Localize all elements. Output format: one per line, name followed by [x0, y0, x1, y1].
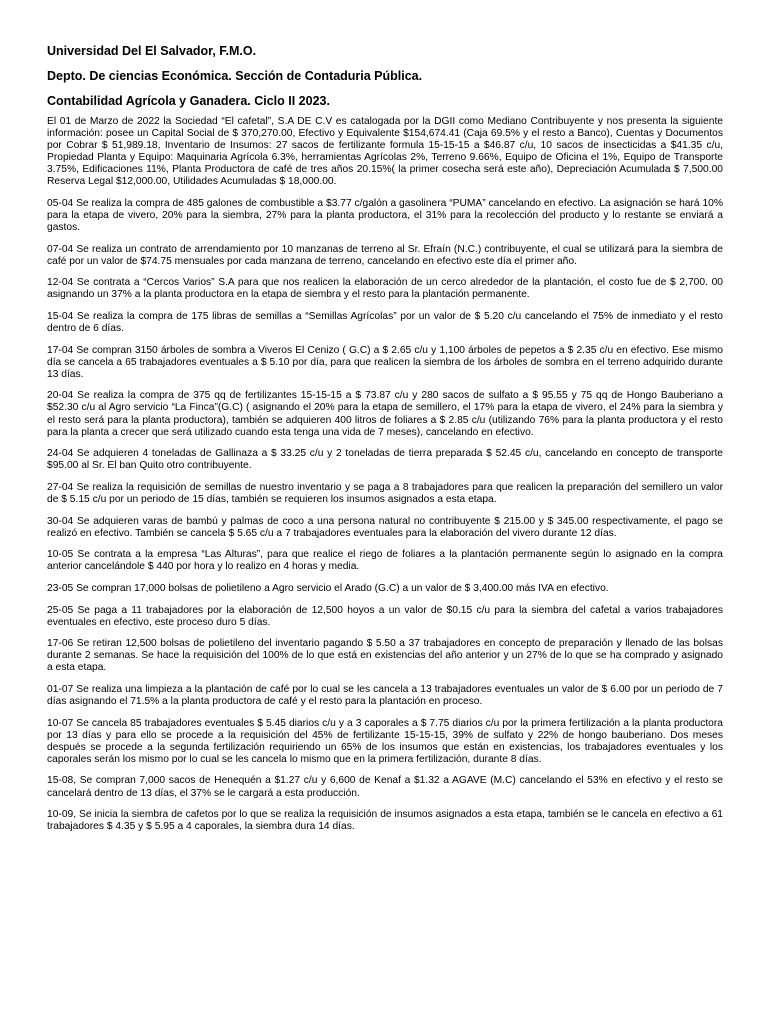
transaction-paragraph: 27-04 Se realiza la requisición de semillas de nuestro inventario y se paga a 8 trabajadores para que realicen la preparación del semillero un valor de $ 5.15 c/u por un periodo de 15 días, también se requieren los insumos asignados a esta etapa. — [47, 481, 723, 505]
transaction-paragraph: 20-04 Se realiza la compra de 375 qq de fertilizantes 15-15-15 a $ 73.87 c/u y 280 sacos de sulfato a $ 95.55 y 75 qq de Hongo Bauberiano a $52.30 c/u al Agro servicio “La Finca”(G.C) ( asignando el 20% para la etapa de semillero, el 17% para la etapa de vivero, el 24% para la siembra y el resto será para la planta productora), también se adquieren 400 litros de foliares a $ 2.85 c/u (utilizando 76% para la planta productora y el resto para la planta a crecer que será utilizado cuando esta tenga una vida de 7 meses), cancelando en efectivo. — [47, 390, 723, 438]
transaction-paragraph: 10-07 Se cancela 85 trabajadores eventuales $ 5.45 diarios c/u y a 3 caporales a $ 7.75 diarios c/u por la primera fertilización a la planta productora por 13 días y para ello se procede a la requisición del 45% de fertilizante 15-15-15, 39% de sulfato y 22% de hongo bauberiano. Dos meses después se procede a la segunda fertilización requiriendo un 65% de los insumos que están en existencias, los trabajadores eventuales y los caporales serán los mismo por lo cual se les cancela lo mismo que en la primera fertilización, durante 8 días. — [47, 717, 723, 765]
transaction-paragraph: 17-06 Se retiran 12,500 bolsas de polietileno del inventario pagando $ 5.50 a 37 trabajadores en concepto de preparación y llenado de las bolsas durante 2 semanas. Se hace la requisición del 100% de lo que está en existencias del año anterior y un 27% de lo que se ha comprado y asignado a esta etapa. — [47, 638, 723, 674]
transaction-paragraph: 10-09, Se inicia la siembra de cafetos por lo que se realiza la requisición de insumos asignados a esta etapa, también se le cancela en efectivo a 61 trabajadores $ 4.35 y $ 5.95 a 4 caporales, la siembra dura 14 días. — [47, 809, 723, 833]
department-heading: Depto. De ciencias Económica. Sección de Contaduria Pública. — [47, 69, 423, 83]
university-heading: Universidad Del El Salvador, F.M.O. — [47, 44, 257, 58]
transaction-paragraph: 12-04 Se contrata a “Cercos Varios” S.A para que nos realicen la elaboración de un cerco alrededor de la plantación, el costo fue de $ 2,700. 00 asignando un 37% a la planta productora en la etapa de siembra y el resto para la plantación permanente. — [47, 277, 723, 301]
transaction-paragraph: 01-07 Se realiza una limpieza a la plantación de café por lo cual se les cancela a 13 trabajadores eventuales un valor de $ 6.00 por un periodo de 7 días asignando el 71.5% a la planta productora de café y el resto para la plantación en proceso. — [47, 684, 723, 708]
transaction-paragraph: 24-04 Se adquieren 4 toneladas de Gallinaza a $ 33.25 c/u y 2 toneladas de tierra preparada $ 52.45 c/u, cancelando en concepto de transporte $95.00 al Sr. El ban Quito otro contribuyente. — [47, 448, 723, 472]
document-page — [47, 44, 723, 843]
transaction-paragraph: 17-04 Se compran 3150 árboles de sombra a Viveros El Cenizo ( G.C) a $ 2.65 c/u y 1,100 árboles de pepetos a $ 2.35 c/u en efectivo. Ese mismo día se cancela a 65 trabajadores eventuales a $ 5.10 por día, para que realicen la siembra de los árboles de sombra en el terreno adquirido durante 13 días. — [47, 344, 723, 380]
transaction-paragraph: 10-05 Se contrata a la empresa “Las Alturas”, para que realice el riego de foliares a la plantación permanente según lo asignado en la compra anterior cancelándole $ 440 por hora y lo realizo en 4 horas y media. — [47, 549, 723, 573]
transaction-paragraph: 23-05 Se compran 17,000 bolsas de polietileno a Agro servicio el Arado (G.C) a un valor de $ 3,400.00 más IVA en efectivo. — [47, 582, 609, 594]
transaction-paragraph: 15-04 Se realiza la compra de 175 libras de semillas a “Semillas Agrícolas” por un valor de $ 5.20 c/u cancelando el 75% de inmediato y el resto dentro de 6 días. — [47, 310, 723, 335]
course-heading: Contabilidad Agrícola y Ganadera. Ciclo II 2023. — [47, 94, 330, 108]
transaction-paragraph: 05-04 Se realiza la compra de 485 galones de combustible a $3.77 c/galón a gasolinera “PUMA” cancelando en efectivo. La asignación se hará 10% para la etapa de vivero, 20% para la siembra, 27% para la planta productora, el 31% para la recolección del producto y lo restante se enviará a gastos. — [47, 197, 723, 233]
transaction-paragraph: 25-05 Se paga a 11 trabajadores por la elaboración de 12,500 hoyos a un valor de $0.15 c/u para la siembra del cafetal a varios trabajadores eventuales en efectivo, este proceso duro 5 días. — [47, 604, 723, 628]
transaction-paragraph: 30-04 Se adquieren varas de bambú y palmas de coco a una persona natural no contribuyente $ 215.00 y $ 345.00 respectivamente, el pago se realizó en efectivo. También se cancela $ 5.65 c/u a 7 trabajadores eventuales para la elaboración del vivero durante 12 días. — [47, 515, 723, 539]
intro-paragraph: El 01 de Marzo de 2022 la Sociedad “El cafetal”, S.A DE C.V es catalogada por la DGII como Mediano Contribuyente y nos presenta la siguiente información: posee un Capital Social de $ 370,270.00, Efectivo y Equivalente $154,674.41 (Caja 69.5% y el resto a Banco), Cuentas y Documentos por Cobrar $ 51,989.18, Inventario de Insumos: 27 sacos de fertilizante formula 15-15-15 a $46.87 c/u, 10 sacos de insecticidas a $41.35 c/u, Propiedad Planta y Equipo: Maquinaria Agrícola 6.3%, herramientas Agrícolas 2%, Terreno 9.66%, Equipo de Oficina el 1%, Equipo de Transporte 3.75%, Edificaciones 11%, Planta Productora de café de tres años 20.15%( la primer cosecha será este año), Depreciación Acumulada $ 7,500.00 Reserva Legal $12,000.00, Utilidades Acumuladas $ 18,000.00. — [47, 116, 723, 188]
transaction-paragraph: 07-04 Se realiza un contrato de arrendamiento por 10 manzanas de terreno al Sr. Efraín (N.C.) contribuyente, el cual se utilizará para la siembra de café por un valor de $74.75 mensuales por cada manzana de terreno, cancelando en efectivo este día el primer año. — [47, 243, 723, 267]
transaction-paragraph: 15-08, Se compran 7,000 sacos de Henequén a $1.27 c/u y 6,600 de Kenaf a $1.32 a AGAVE (M.C) cancelando el 53% en efectivo y el resto se cancelará dentro de 13 días, el 37% se le cargará a esta producción. — [47, 775, 723, 799]
